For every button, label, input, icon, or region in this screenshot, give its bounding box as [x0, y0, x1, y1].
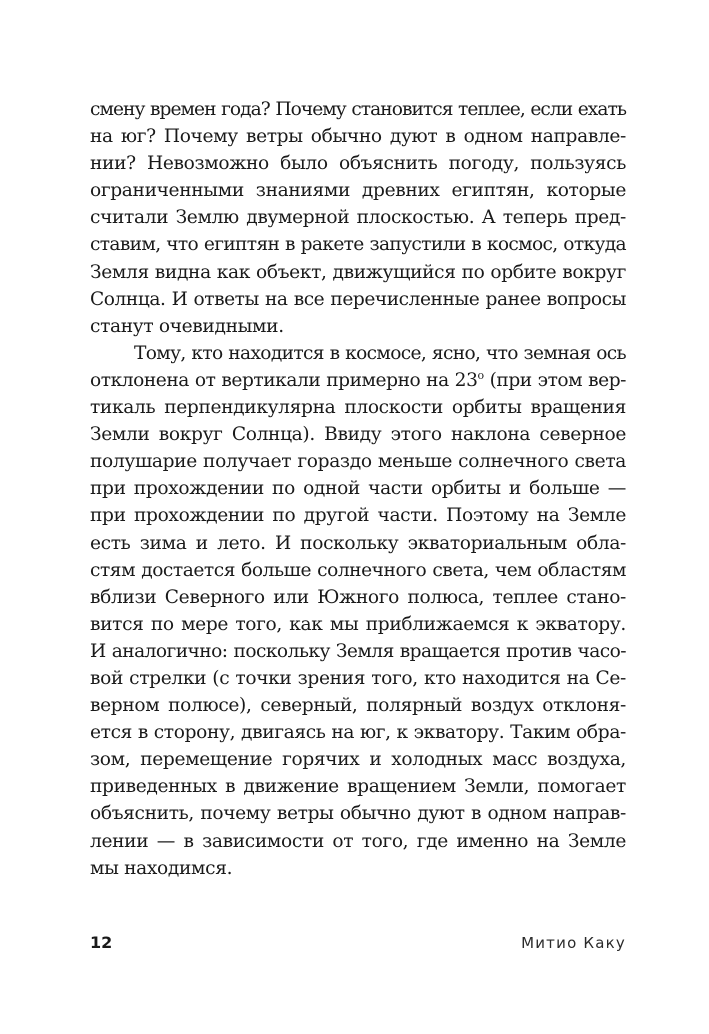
text-line: зом, перемещение горячих и холодных масс воздуха,: [90, 749, 626, 771]
text-line: нии? Невозможно было объяснить погоду, пользуясь: [90, 153, 626, 175]
text-fragment: отклонена от вертикали примерно на 23: [90, 369, 478, 391]
text-line: смену времен года? Почему становится теплее, если ехать: [90, 99, 626, 120]
text-line: Земля видна как объект, движущийся по орбите вокруг: [90, 261, 626, 283]
text-line: Тому, кто находится в космосе, ясно, что земная ось: [134, 342, 626, 364]
text-line-with-degree: [90, 367, 626, 394]
page-number: 12: [90, 933, 113, 952]
text-line: при прохождении по одной части орбиты и больше —: [90, 478, 626, 500]
text-line: ставим, что египтян в ракете запустили в космос, откуда: [90, 234, 626, 256]
text-line: на юг? Почему ветры обычно дуют в одном направле-: [90, 126, 626, 148]
text-line: вблизи Северного или Южного полюса, теплее стано-: [90, 586, 626, 608]
paragraph-2: [90, 340, 626, 882]
page-footer: [90, 933, 626, 959]
text-line: верном полюсе), северный, полярный воздух отклоня-: [90, 695, 626, 717]
body-text: [90, 96, 626, 882]
text-line: Солнца. И ответы на все перечисленные ранее вопросы: [90, 288, 626, 310]
text-line: объяснить, почему ветры обычно дуют в одном направ-: [90, 803, 626, 825]
paragraph-1: [90, 96, 626, 340]
text-line: при прохождении по другой части. Поэтому на Земле: [90, 505, 626, 527]
text-line: мы находимся.: [90, 857, 233, 879]
text-line: вой стрелки (с точки зрения того, кто находится на Се-: [90, 667, 626, 689]
text-line: тикаль перпендикулярна плоскости орбиты вращения: [90, 397, 626, 419]
text-fragment: (при этом вер-: [483, 369, 626, 391]
running-head-author: Митио Каку: [521, 934, 626, 952]
text-line: вится по мере того, как мы приближаемся к экватору.: [90, 613, 626, 635]
text-line: станут очевидными.: [90, 315, 284, 337]
text-line: И аналогично: поскольку Земля вращается против часо-: [90, 640, 626, 662]
text-line: считали Землю двумерной плоскостью. А теперь пред-: [90, 207, 626, 229]
text-line: есть зима и лето. И поскольку экваториальным обла-: [90, 532, 626, 554]
text-line: лении — в зависимости от того, где именно на Земле: [90, 830, 626, 852]
text-line: стям достается больше солнечного света, чем областям: [90, 559, 626, 581]
text-line: приведенных в движение вращением Земли, помогает: [90, 776, 626, 798]
text-line: ограниченными знаниями древних египтян, которые: [90, 180, 626, 202]
text-line: Земли вокруг Солнца). Ввиду этого наклона северное: [90, 424, 626, 446]
degree-mark: o: [477, 368, 484, 382]
text-line: ется в сторону, двигаясь на юг, к экватору. Таким обра-: [90, 722, 626, 744]
text-line: полушарие получает гораздо меньше солнечного света: [90, 451, 626, 473]
